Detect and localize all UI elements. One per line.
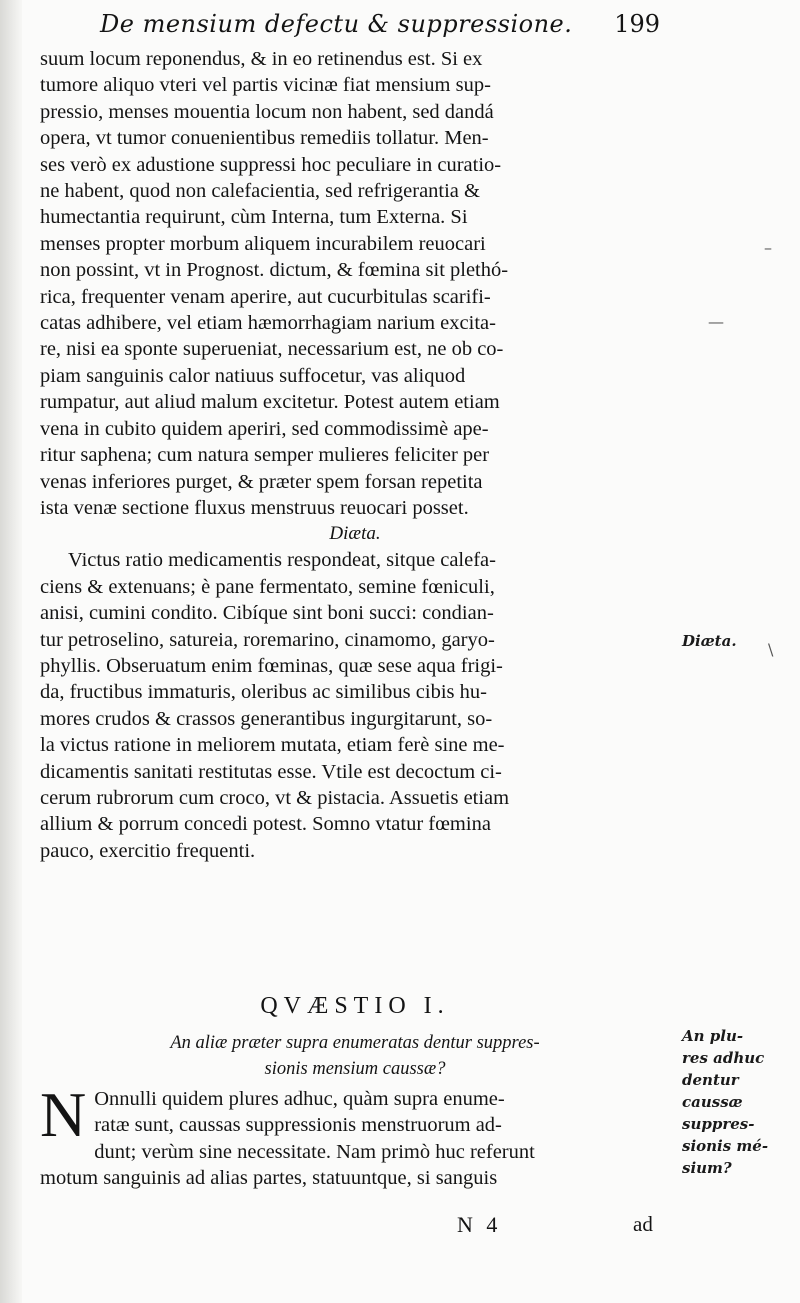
section-subheading: Diæta.	[329, 523, 381, 545]
text-line: ne habent, quod non calefacientia, sed refrigerantia &	[40, 180, 480, 203]
margin-note-line: dentur	[682, 1071, 739, 1089]
paragraph-therapy	[40, 46, 670, 521]
text-line: ciens & extenuans; è pane fermentato, semine fœniculi,	[40, 575, 495, 598]
text-line: re, nisi ea sponte superueniat, necessarium est, ne ob co-	[40, 338, 504, 361]
margin-note-question	[682, 1025, 792, 1179]
signature-mark: N 4	[457, 1212, 502, 1237]
text-line: tumore aliquo vteri vel partis vicinæ fiat mensium sup-	[40, 74, 491, 97]
text-line: cerum rubrorum cum croco, vt & pistacia. Assuetis etiam	[40, 786, 510, 809]
text-line: humectantia requirunt, cùm Interna, tum Externa. Si	[40, 206, 468, 229]
text-line: pauco, exercitio frequenti.	[40, 839, 256, 862]
text-line: ista venæ sectione fluxus menstruus reuocari posset.	[40, 496, 469, 519]
text-line: dunt; verùm sine necessitate. Nam primò huc referunt	[94, 1140, 535, 1163]
running-title: De mensium defectu & suppressione.	[100, 10, 573, 38]
text-line: allium & porrum concedi potest. Somno vtatur fœmina	[40, 813, 491, 836]
margin-note-line: sium?	[682, 1159, 732, 1177]
text-line: da, fructibus immaturis, oleribus ac similibus cibis hu-	[40, 681, 487, 704]
text-line: venas inferiores purget, & præter spem forsan repetita	[40, 470, 483, 493]
margin-dash: —	[708, 312, 724, 331]
text-line: Onnulli quidem plures adhuc, quàm supra enume-	[94, 1088, 505, 1110]
text-line: phyllis. Obseruatum enim fœminas, quæ sese aqua frigi-	[40, 654, 503, 677]
text-line: menses propter morbum aliquem incurabilem reuocari	[40, 232, 486, 255]
catchword: ad	[633, 1212, 653, 1236]
text-line: ritur saphena; cum natura semper mulieres feliciter per	[40, 444, 490, 467]
drop-cap: N	[40, 1079, 87, 1150]
main-text	[40, 46, 670, 864]
text-line: mores crudos & crassos generantibus ingurgitarunt, so-	[40, 707, 493, 730]
text-line: piam sanguinis calor natiuus suffocetur, vas aliquod	[40, 364, 466, 387]
text-line: Victus ratio medicamentis respondeat, sitque calefa-	[68, 549, 496, 572]
text-line: motum sanguinis ad alias partes, statuuntque, si sanguis	[40, 1167, 498, 1190]
text-line: suum locum reponendus, & in eo retinendus est. Si ex	[40, 48, 483, 70]
margin-note-line: caussæ	[682, 1093, 743, 1111]
text-line: ses verò ex adustione suppressi hoc peculiare in curatio-	[40, 153, 502, 176]
text-line: la victus ratione in meliorem mutata, etiam ferè sine me-	[40, 734, 505, 757]
question-title-line: An aliæ præter supra enumeratas dentur suppres-	[170, 1033, 540, 1053]
question-heading: QVÆSTIO I.	[260, 993, 450, 1019]
paragraph-diet	[40, 547, 670, 864]
text-line: rumpatur, aut aliud malum excitetur. Potest autem etiam	[40, 391, 500, 414]
text-line: rica, frequenter venam aperire, aut cucurbitulas scarifi-	[40, 285, 491, 308]
page-header	[100, 6, 660, 44]
margin-note-line: res adhuc	[682, 1049, 765, 1067]
margin-note-line: suppres-	[682, 1115, 755, 1133]
text-line: non possint, vt in Prognost. dictum, & fœmina sit plethó-	[40, 259, 509, 282]
question-title	[40, 1030, 670, 1082]
text-line: tur petroselino, satureia, roremarino, cinamomo, garyo-	[40, 628, 495, 651]
text-line: ratæ sunt, caussas suppressionis menstruorum ad-	[94, 1114, 502, 1137]
question-title-line: sionis mensium caussæ?	[264, 1059, 446, 1079]
margin-note-line: sionis mé-	[682, 1137, 769, 1155]
text-line: pressio, menses mouentia locum non habent, sed dandá	[40, 100, 494, 123]
text-line: anisi, cumini condito. Cibíque sint boni succi: condian-	[40, 602, 494, 625]
margin-tick: \	[768, 640, 774, 659]
page-number: 199	[614, 10, 660, 38]
margin-note-diata: Diæta.	[682, 632, 737, 650]
text-line: vena in cubito quidem aperiri, sed commodissimè ape-	[40, 417, 489, 440]
text-line: dicamentis sanitati restitutas esse. Vtile est decoctum ci-	[40, 760, 502, 783]
text-line: opera, vt tumor conuenientibus remediis tollatur. Men-	[40, 127, 489, 150]
text-line: catas adhibere, vel etiam hæmorrhagiam narium excita-	[40, 312, 496, 335]
margin-note-line: An plu-	[682, 1027, 744, 1045]
margin-dash: –	[764, 238, 772, 257]
question-text	[40, 1079, 670, 1192]
